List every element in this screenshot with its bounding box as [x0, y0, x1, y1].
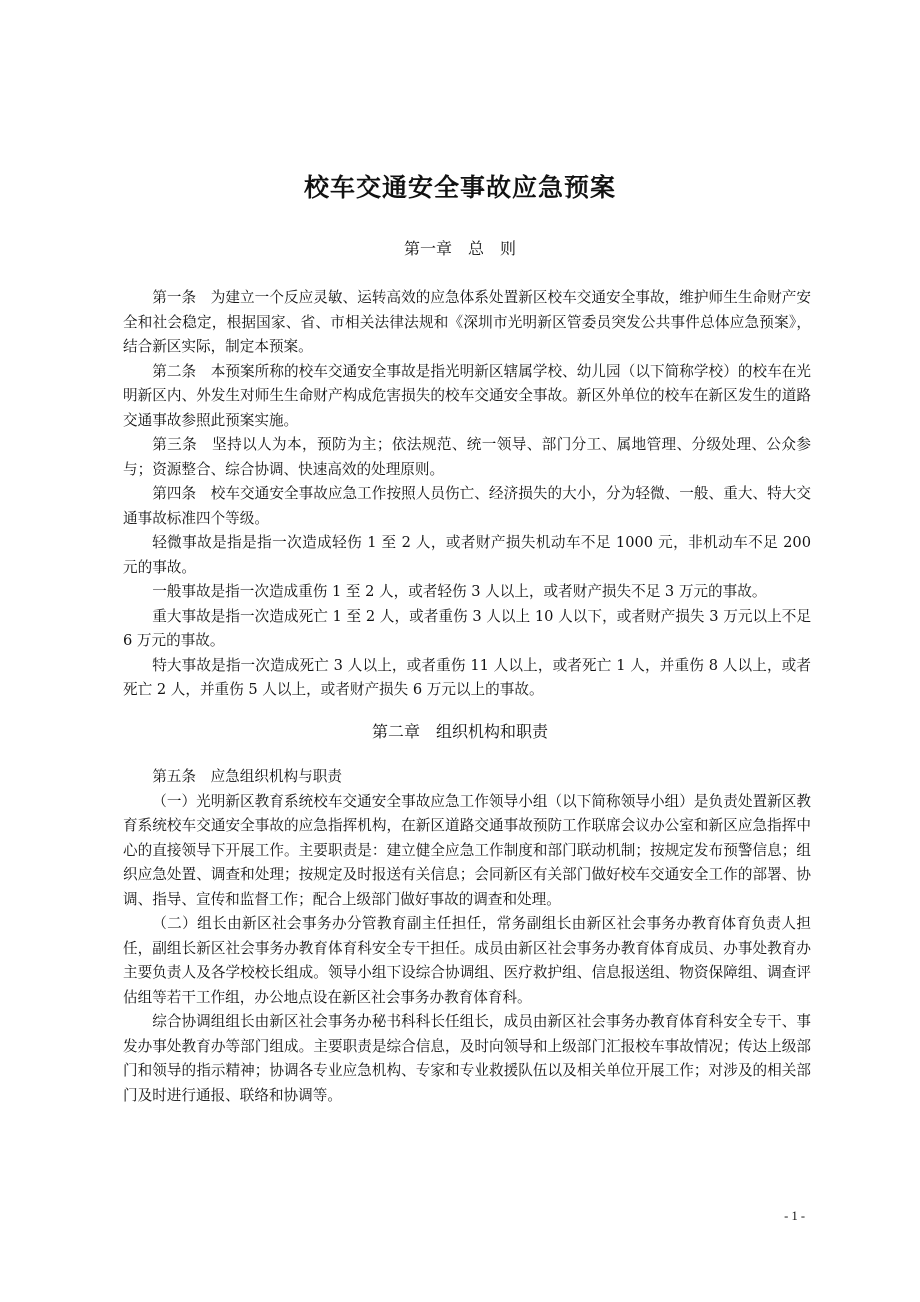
document-title: 校车交通安全事故应急预案: [303, 173, 616, 202]
chapter-2-heading: 第二章 组织机构和职责: [371, 722, 548, 741]
chapter-2-body: [123, 765, 811, 1108]
page-number: - 1 -: [784, 1209, 805, 1223]
article-3: 第三条 坚持以人为本，预防为主；依法规范、统一领导、部门分工、属地管理、分级处理、公众参与；资源整合、综合协调、快速高效的处理原则。: [123, 436, 811, 478]
clause-2: （二）组长由新区社会事务办分管教育副主任担任，常务副组长由新区社会事务办教育体育负责人担任，副组长新区社会事务办教育体育科安全专干担任。成员由新区社会事务办教育体育成员、办事处教育办主要负责人及各学校校长组成。领导小组下设综合协调组、医疗救护组、信息报送组、物资保障组、调查评估组等若干工作组，办公地点设在新区社会事务办教育体育科。: [123, 915, 811, 1006]
article-5: 第五条 应急组织机构与职责: [152, 768, 342, 785]
article-4: 第四条 校车交通安全事故应急工作按照人员伤亡、经济损失的大小，分为轻微、一般、重大、特大交通事故标准四个等级。: [123, 485, 811, 527]
level-severe: 特大事故是指一次造成死亡 3 人以上，或者重伤 11 人以上，或者死亡 1 人，并重伤 8 人以上，或者死亡 2 人，并重伤 5 人以上，或者财产损失 6 万元以上的事故。: [123, 656, 811, 698]
chapter-1-body: [123, 286, 811, 703]
level-general: 一般事故是指一次造成重伤 1 至 2 人，或者轻伤 3 人以上，或者财产损失不足 3 万元的事故。: [152, 583, 767, 600]
clause-1: （一）光明新区教育系统校车交通安全事故应急工作领导小组（以下简称领导小组）是负责处置新区教育系统校车交通安全事故的应急指挥机构，在新区道路交通事故预防工作联席会议办公室和新区应急指挥中心的直接领导下开展工作。主要职责是：建立健全应急工作制度和部门联动机制；按规定发布预警信息；组织应急处置、调查和处理；按规定及时报送有关信息；会同新区有关部门做好校车交通安全工作的部署、协调、指导、宣传和监督工作；配合上级部门做好事故的调查和处理。: [123, 792, 811, 908]
coordination-group: 综合协调组组长由新区社会事务办秘书科科长任组长，成员由新区社会事务办教育体育科安全专干、事发办事处教育办等部门组成。主要职责是综合信息，及时向领导和上级部门汇报校车事故情况；传达上级部门和领导的指示精神；协调各专业应急机构、专家和专业救援队伍以及相关单位开展工作；对涉及的相关部门及时进行通报、联络和协调等。: [123, 1013, 811, 1104]
article-2: 第二条 本预案所称的校车交通安全事故是指光明新区辖属学校、幼儿园（以下简称学校）的校车在光明新区内、外发生对师生生命财产构成危害损失的校车交通安全事故。新区外单位的校车在新区发生的道路交通事故参照此预案实施。: [123, 362, 811, 429]
level-major: 重大事故是指一次造成死亡 1 至 2 人，或者重伤 3 人以上 10 人以下，或者财产损失 3 万元以上不足 6 万元的事故。: [123, 607, 811, 649]
article-1: 第一条 为建立一个反应灵敏、运转高效的应急体系处置新区校车交通安全事故，维护师生生命财产安全和社会稳定，根据国家、省、市相关法律法规和《深圳市光明新区管委员突发公共事件总体应急预案》，结合新区实际，制定本预案。: [123, 289, 811, 355]
level-minor: 轻微事故是指是指一次造成轻伤 1 至 2 人，或者财产损失机动车不足 1000 元，非机动车不足 200 元的事故。: [123, 534, 811, 576]
chapter-1-heading: 第一章 总 则: [403, 239, 516, 258]
